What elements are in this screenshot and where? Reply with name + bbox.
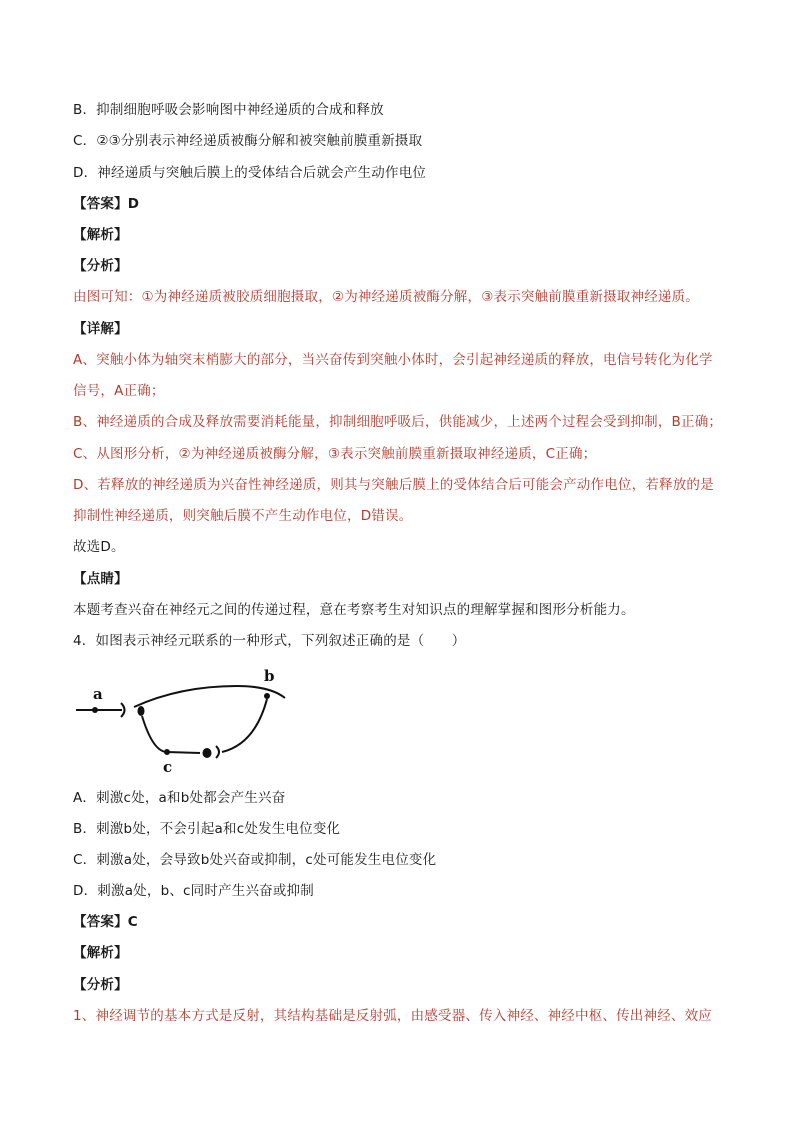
q3-detail-d-line2: 抑制性神经递质，则突触后膜不产生动作电位，D错误。 [73, 508, 413, 524]
c-to-synapse-2 [167, 752, 200, 753]
q4-option-b: B．刺激b处，不会引起a和c处发生电位变化 [73, 821, 341, 837]
q3-detail-b: B、神经递质的合成及释放需要消耗能量，抑制细胞呼吸后，供能减少，上述两个过程会受到抑制，B正确； [73, 414, 723, 430]
q3-analysis-heading: 【解析】 [73, 227, 128, 243]
q3-detail-a-line2: 信号，A正确； [73, 383, 165, 399]
point-a-dot [92, 707, 98, 713]
q3-option-d: D．神经递质与突触后膜上的受体结合后就会产生动作电位 [73, 165, 427, 181]
q3-answer: 【答案】D [73, 196, 140, 212]
q3-comment-heading: 【点睛】 [73, 571, 128, 587]
q3-option-b: B．抑制细胞呼吸会影响图中神经递质的合成和释放 [73, 102, 384, 118]
q4-fenxi-heading: 【分析】 [73, 977, 128, 993]
q3-conclusion: 故选D。 [73, 539, 125, 555]
q4-answer: 【答案】C [73, 914, 138, 930]
q4-option-c: C．刺激a处，会导致b处兴奋或抑制，c处可能发生电位变化 [73, 852, 437, 868]
label-a: a [93, 685, 103, 703]
q3-comment-text: 本题考查兴奋在神经元之间的传递过程，意在考察考生对知识点的理解掌握和图形分析能力。 [73, 602, 635, 618]
synapse-2-terminal [203, 748, 212, 758]
label-b: b [264, 667, 275, 685]
neuron-diagram [70, 664, 300, 779]
neuron-arc-top [134, 686, 285, 707]
q4-stem: 4．如图表示神经元联系的一种形式，下列叙述正确的是（ ） [73, 633, 466, 649]
branch-to-c [142, 716, 167, 752]
neuron-right-branch [222, 699, 267, 752]
label-c: c [163, 758, 173, 776]
q3-option-c: C．②③分别表示神经递质被酶分解和被突触前膜重新摄取 [73, 133, 423, 149]
q3-fenxi-heading: 【分析】 [73, 258, 128, 274]
q4-analysis-heading: 【解析】 [73, 945, 128, 961]
synapse-2-cleft [216, 746, 219, 758]
synapse-1-terminal [138, 706, 145, 716]
q3-detail-heading: 【详解】 [73, 321, 128, 337]
q3-detail-d-line1: D、若释放的神经递质为兴奋性神经递质，则其与突触后膜上的受体结合后可能会产动作电位，若释放的是 [73, 477, 714, 493]
q3-detail-a-line1: A、突触小体为轴突末梢膨大的部分，当兴奋传到突触小体时，会引起神经递质的释放，电信号转化为化学 [73, 352, 713, 368]
q3-detail-c: C、从图形分析，②为神经递质被酶分解，③表示突触前膜重新摄取神经递质，C正确； [73, 446, 597, 462]
q3-fenxi-text: 由图可知：①为神经递质被胶质细胞摄取，②为神经递质被酶分解，③表示突触前膜重新摄取神经递质。 [73, 289, 700, 305]
q4-option-d: D．刺激a处，b、c同时产生兴奋或抑制 [73, 883, 314, 899]
q4-fenxi-text: 1、神经调节的基本方式是反射，其结构基础是反射弧，由感受器、传入神经、神经中枢、传出神经、效应 [73, 1008, 712, 1024]
q4-option-a: A．刺激c处，a和b处都会产生兴奋 [73, 790, 286, 806]
point-b-dot [264, 693, 270, 699]
